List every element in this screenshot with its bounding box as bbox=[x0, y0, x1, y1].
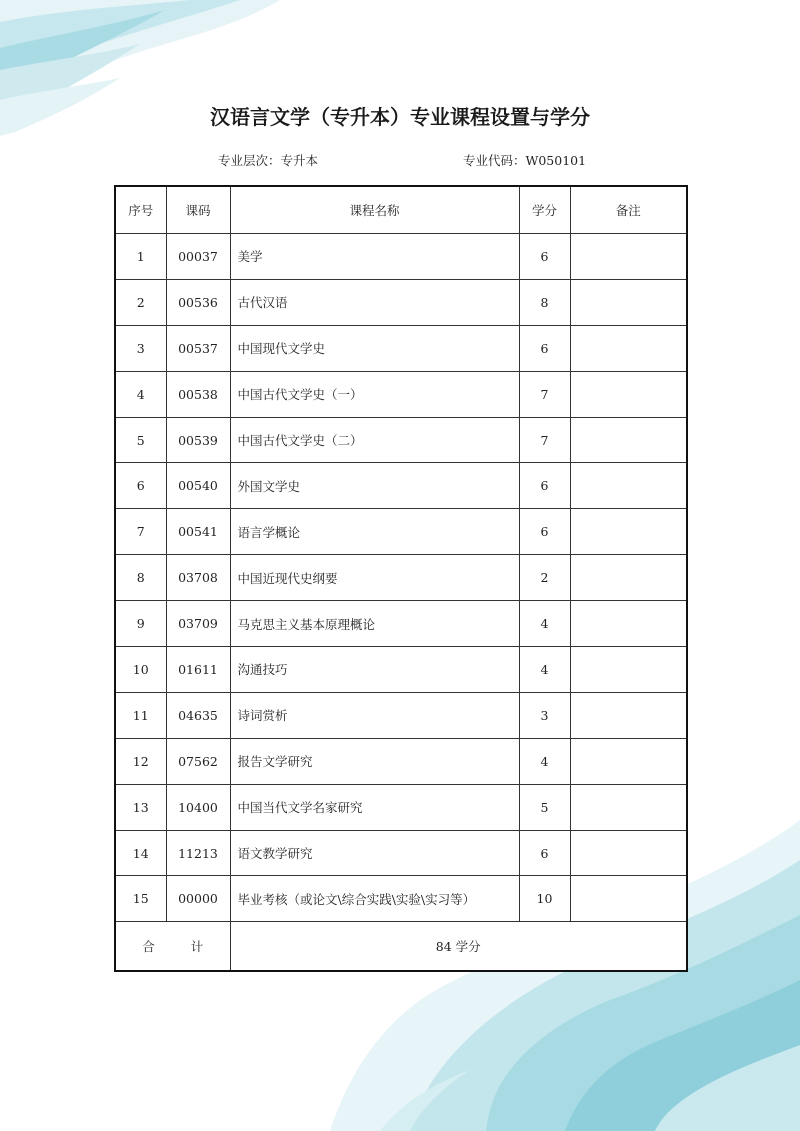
header-code: 课码 bbox=[166, 186, 230, 234]
row-remark bbox=[570, 279, 687, 325]
row-credit: 3 bbox=[519, 692, 570, 738]
header-credit: 学分 bbox=[519, 186, 570, 234]
row-name: 沟通技巧 bbox=[230, 647, 519, 693]
row-remark bbox=[570, 876, 687, 922]
row-code: 11213 bbox=[166, 830, 230, 876]
major-code: 专业代码：W050101 bbox=[463, 153, 587, 168]
row-index: 2 bbox=[115, 279, 166, 325]
row-credit: 4 bbox=[519, 647, 570, 693]
table-row bbox=[115, 692, 687, 738]
row-code: 00539 bbox=[166, 417, 230, 463]
row-name: 中国当代文学名家研究 bbox=[230, 784, 519, 830]
table-row bbox=[115, 371, 687, 417]
row-remark bbox=[570, 325, 687, 371]
row-credit: 6 bbox=[519, 463, 570, 509]
table-row bbox=[115, 234, 687, 280]
row-name: 语言学概论 bbox=[230, 509, 519, 555]
row-credit: 10 bbox=[519, 876, 570, 922]
row-credit: 5 bbox=[519, 784, 570, 830]
row-remark bbox=[570, 509, 687, 555]
total-value: 84 学分 bbox=[230, 922, 687, 972]
row-remark bbox=[570, 738, 687, 784]
total-row bbox=[115, 922, 687, 972]
table-row bbox=[115, 738, 687, 784]
row-index: 11 bbox=[115, 692, 166, 738]
row-name: 毕业考核（或论文\综合实践\实验\实习等） bbox=[230, 876, 519, 922]
row-index: 14 bbox=[115, 830, 166, 876]
row-code: 00037 bbox=[166, 234, 230, 280]
table-row bbox=[115, 279, 687, 325]
row-code: 00538 bbox=[166, 371, 230, 417]
row-code: 03709 bbox=[166, 601, 230, 647]
row-remark bbox=[570, 830, 687, 876]
table-row bbox=[115, 784, 687, 830]
row-code: 00541 bbox=[166, 509, 230, 555]
row-code: 10400 bbox=[166, 784, 230, 830]
row-credit: 2 bbox=[519, 555, 570, 601]
row-remark bbox=[570, 463, 687, 509]
row-name: 语文教学研究 bbox=[230, 830, 519, 876]
row-credit: 4 bbox=[519, 601, 570, 647]
row-name: 报告文学研究 bbox=[230, 738, 519, 784]
row-credit: 7 bbox=[519, 371, 570, 417]
row-remark bbox=[570, 234, 687, 280]
row-code: 07562 bbox=[166, 738, 230, 784]
row-remark bbox=[570, 371, 687, 417]
row-credit: 6 bbox=[519, 325, 570, 371]
row-index: 1 bbox=[115, 234, 166, 280]
table-row bbox=[115, 830, 687, 876]
table-header-row bbox=[115, 186, 687, 234]
row-index: 4 bbox=[115, 371, 166, 417]
table-row bbox=[115, 555, 687, 601]
row-credit: 8 bbox=[519, 279, 570, 325]
row-credit: 6 bbox=[519, 234, 570, 280]
row-credit: 7 bbox=[519, 417, 570, 463]
major-level: 专业层次：专升本 bbox=[218, 153, 319, 168]
row-index: 6 bbox=[115, 463, 166, 509]
table-row bbox=[115, 601, 687, 647]
table-row bbox=[115, 509, 687, 555]
row-index: 15 bbox=[115, 876, 166, 922]
row-name: 美学 bbox=[230, 234, 519, 280]
row-name: 中国现代文学史 bbox=[230, 325, 519, 371]
row-remark bbox=[570, 555, 687, 601]
header-remark: 备注 bbox=[570, 186, 687, 234]
row-index: 3 bbox=[115, 325, 166, 371]
row-remark bbox=[570, 417, 687, 463]
row-code: 04635 bbox=[166, 692, 230, 738]
table-row bbox=[115, 647, 687, 693]
row-index: 12 bbox=[115, 738, 166, 784]
total-label-left: 合 bbox=[142, 939, 155, 955]
row-remark bbox=[570, 784, 687, 830]
row-name: 中国近现代史纲要 bbox=[230, 555, 519, 601]
row-remark bbox=[570, 692, 687, 738]
row-code: 00536 bbox=[166, 279, 230, 325]
row-code: 00000 bbox=[166, 876, 230, 922]
total-label-right: 计 bbox=[190, 939, 204, 955]
row-credit: 6 bbox=[519, 509, 570, 555]
row-index: 9 bbox=[115, 601, 166, 647]
header-index: 序号 bbox=[115, 186, 166, 234]
row-index: 8 bbox=[115, 555, 166, 601]
table-row bbox=[115, 463, 687, 509]
table-row bbox=[115, 325, 687, 371]
row-credit: 6 bbox=[519, 830, 570, 876]
row-credit: 4 bbox=[519, 738, 570, 784]
row-name: 外国文学史 bbox=[230, 463, 519, 509]
row-name: 马克思主义基本原理概论 bbox=[230, 601, 519, 647]
row-remark bbox=[570, 601, 687, 647]
course-table bbox=[114, 185, 688, 972]
row-code: 03708 bbox=[166, 555, 230, 601]
page-title: 汉语言文学（专升本）专业课程设置与学分 bbox=[210, 105, 590, 129]
row-code: 00537 bbox=[166, 325, 230, 371]
row-name: 诗词赏析 bbox=[230, 692, 519, 738]
row-index: 5 bbox=[115, 417, 166, 463]
row-code: 00540 bbox=[166, 463, 230, 509]
row-remark bbox=[570, 647, 687, 693]
header-name: 课程名称 bbox=[230, 186, 519, 234]
row-name: 古代汉语 bbox=[230, 279, 519, 325]
row-index: 13 bbox=[115, 784, 166, 830]
table-row bbox=[115, 417, 687, 463]
total-label bbox=[115, 922, 230, 972]
row-name: 中国古代文学史（一） bbox=[230, 371, 519, 417]
table-row bbox=[115, 876, 687, 922]
row-index: 10 bbox=[115, 647, 166, 693]
row-name: 中国古代文学史（二） bbox=[230, 417, 519, 463]
row-index: 7 bbox=[115, 509, 166, 555]
row-code: 01611 bbox=[166, 647, 230, 693]
